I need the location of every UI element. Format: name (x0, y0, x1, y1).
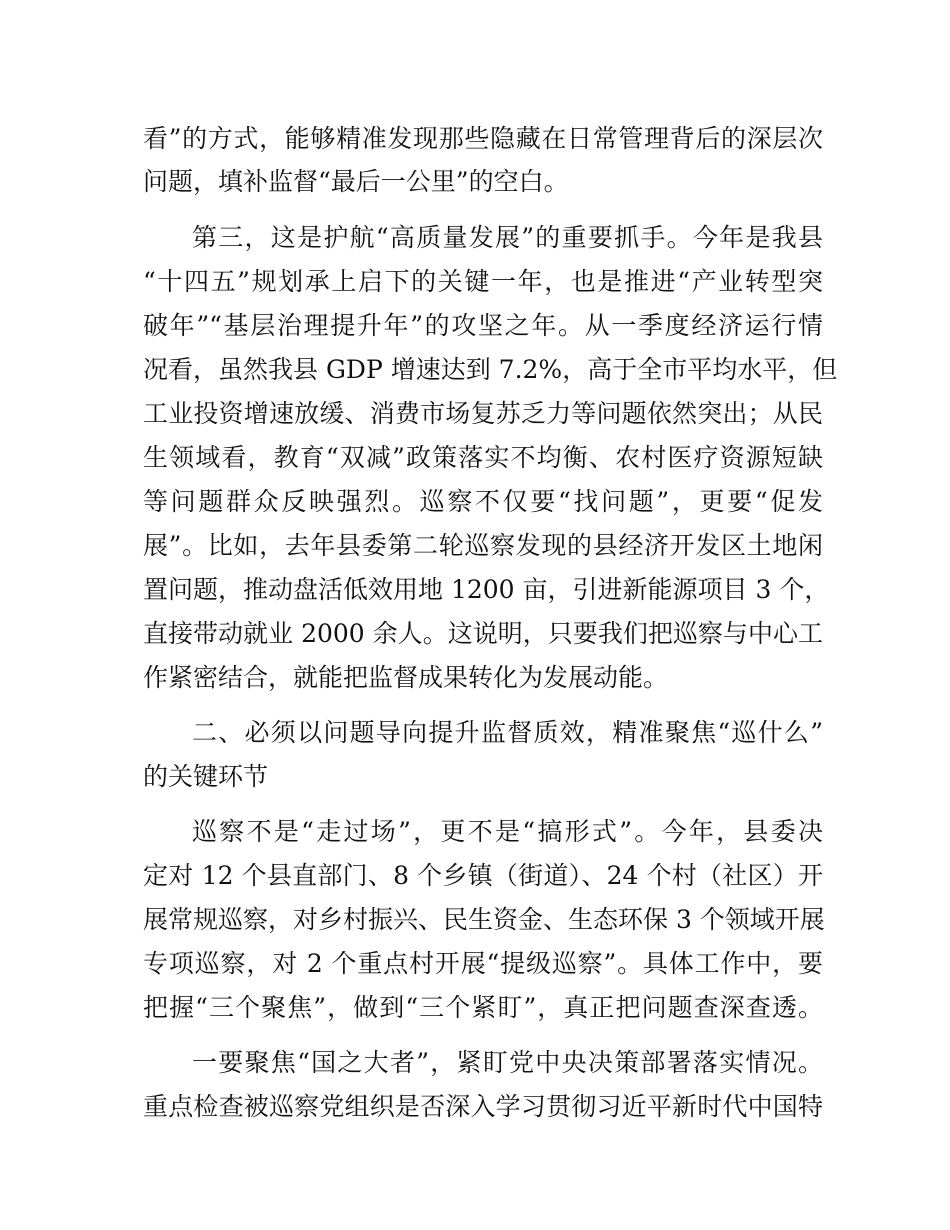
body-text-line: 置问题，推动盘活低效用地 1200 亩，引进新能源项目 3 个， (143, 575, 830, 604)
body-text-line: 况看，虽然我县 GDP 增速达到 7.2%，高于全市平均水平，但 (143, 355, 838, 384)
body-text-line: 生领域看，教育“双减”政策落实不均衡、农村医疗资源短缺 (143, 443, 823, 472)
paragraph-first-line: 巡察不是“走过场”，更不是“搞形式”。今年，县委决 (192, 817, 823, 846)
body-text-line: 等问题群众反映强烈。巡察不仅要“找问题”，更要“促发 (143, 487, 823, 516)
section-heading-line: 的关键环节 (143, 762, 269, 791)
body-text-line: 展常规巡察，对乡村振兴、民生资金、生态环保 3 个领域开展 (143, 905, 825, 934)
body-text-line: “十四五”规划承上启下的关键一年，也是推进“产业转型突 (143, 267, 823, 296)
section-heading-line: 二、必须以问题导向提升监督质效，精准聚焦“巡什么” (192, 718, 823, 747)
body-text-line: 定对 12 个县直部门、8 个乡镇（街道）、24 个村（社区）开 (143, 861, 823, 890)
paragraph-first-line: 第三，这是护航“高质量发展”的重要抓手。今年是我县 (192, 223, 823, 252)
body-text-line: 问题，填补监督“最后一公里”的空白。 (143, 167, 569, 196)
body-text-line: 作紧密结合，就能把监督成果转化为发展动能。 (143, 663, 669, 692)
body-text-line: 展”。比如，去年县委第二轮巡察发现的县经济开发区土地闲 (143, 531, 823, 560)
body-text-line: 破年”“基层治理提升年”的攻坚之年。从一季度经济运行情 (143, 311, 823, 340)
body-text-line: 把握“三个聚焦”，做到“三个紧盯”，真正把问题查深查透。 (143, 993, 823, 1022)
body-text-line: 直接带动就业 2000 余人。这说明，只要我们把巡察与中心工 (143, 619, 823, 648)
body-text-line: 工业投资增速放缓、消费市场复苏乏力等问题依然突出；从民 (143, 399, 823, 428)
body-text-line: 看”的方式，能够精准发现那些隐藏在日常管理背后的深层次 (143, 124, 823, 153)
paragraph-first-line: 一要聚焦“国之大者”，紧盯党中央决策部署落实情况。 (192, 1048, 823, 1077)
body-text-line: 专项巡察，对 2 个重点村开展“提级巡察”。具体工作中，要 (143, 949, 823, 978)
body-text-line: 重点检查被巡察党组织是否深入学习贯彻习近平新时代中国特 (143, 1092, 823, 1121)
